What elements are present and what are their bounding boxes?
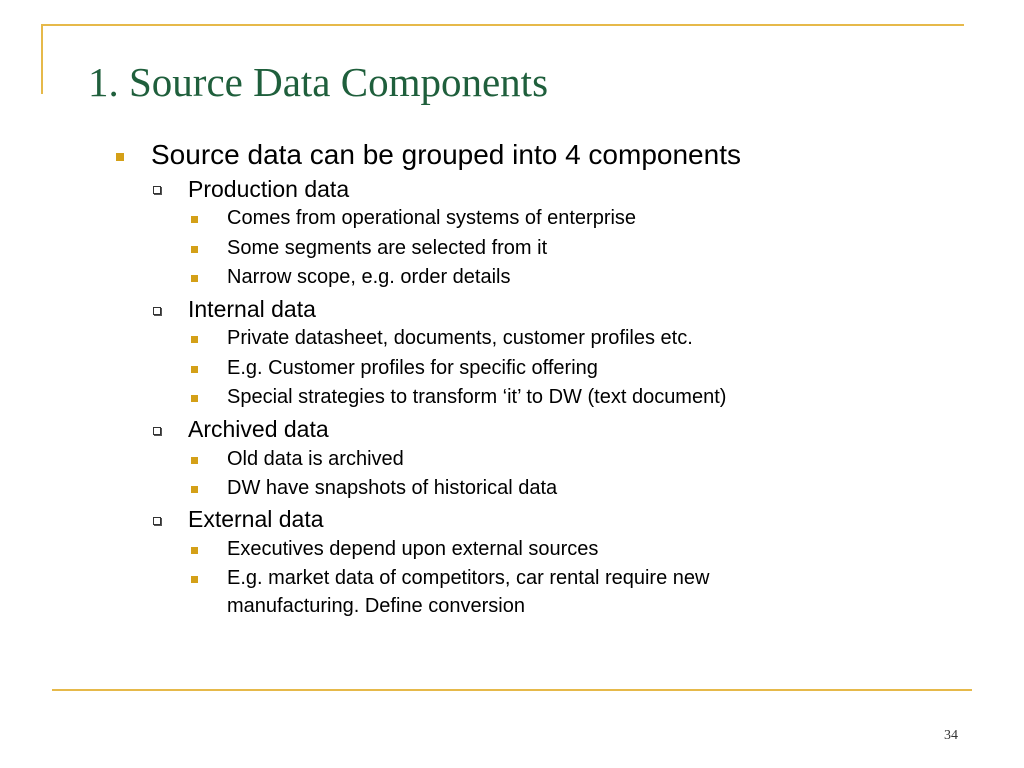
- square-bullet-icon: [191, 275, 198, 282]
- list-item-continuation: manufacturing. Define conversion: [227, 595, 525, 617]
- frame-bottom-line: [52, 689, 972, 691]
- subheading-external-data: External data: [188, 506, 324, 532]
- list-item: E.g. Customer profiles for specific offering: [227, 357, 598, 379]
- square-bullet-icon: [191, 486, 198, 493]
- list-item: E.g. market data of competitors, car rental require new: [227, 567, 710, 589]
- square-bullet-icon: [191, 246, 198, 253]
- square-bullet-icon: [191, 336, 198, 343]
- hollow-square-bullet-icon: [153, 186, 161, 194]
- page-number: 34: [944, 728, 958, 743]
- square-bullet-icon: [191, 366, 198, 373]
- list-item: Special strategies to transform ‘it’ to DW (text document): [227, 386, 727, 408]
- list-item: Private datasheet, documents, customer profiles etc.: [227, 327, 693, 349]
- subheading-archived-data: Archived data: [188, 416, 329, 442]
- subheading-production-data: Production data: [188, 176, 350, 202]
- square-bullet-icon: [191, 547, 198, 554]
- list-item: Narrow scope, e.g. order details: [227, 266, 511, 288]
- square-bullet-icon: [116, 153, 124, 161]
- square-bullet-icon: [191, 457, 198, 464]
- square-bullet-icon: [191, 395, 198, 402]
- hollow-square-bullet-icon: [153, 307, 161, 315]
- list-item: Old data is archived: [227, 448, 404, 470]
- bullet-source-data: Source data can be grouped into 4 components: [151, 139, 741, 170]
- square-bullet-icon: [191, 216, 198, 223]
- hollow-square-bullet-icon: [153, 427, 161, 435]
- slide-title: 1. Source Data Components: [88, 59, 549, 105]
- square-bullet-icon: [191, 576, 198, 583]
- list-item: Some segments are selected from it: [227, 237, 548, 259]
- list-item: Executives depend upon external sources: [227, 538, 599, 560]
- hollow-square-bullet-icon: [153, 517, 161, 525]
- list-item: DW have snapshots of historical data: [227, 477, 558, 499]
- list-item: Comes from operational systems of enterprise: [227, 207, 637, 229]
- subheading-internal-data: Internal data: [188, 296, 316, 322]
